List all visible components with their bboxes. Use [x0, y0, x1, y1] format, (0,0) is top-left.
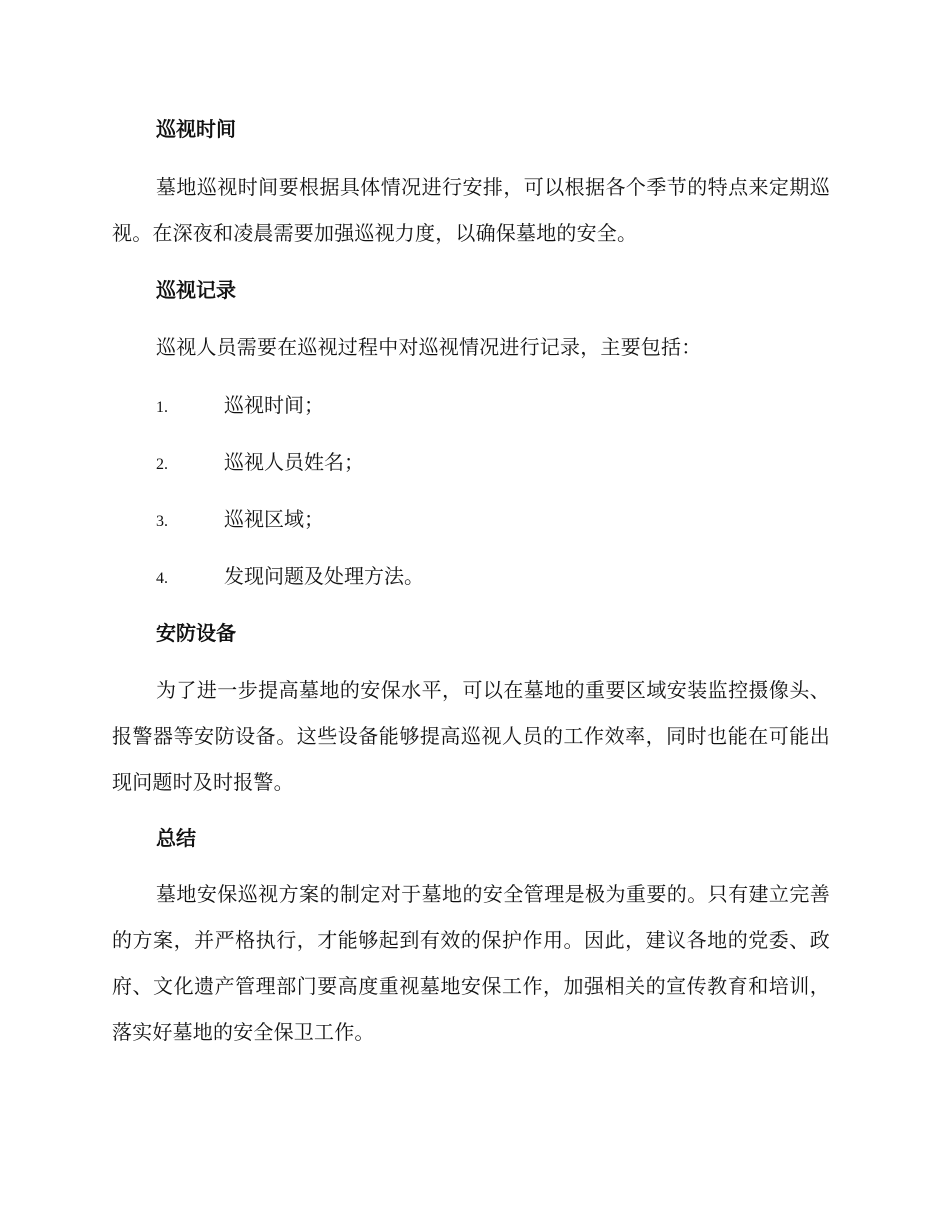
- list-number: 1.: [156, 399, 168, 416]
- section-paragraph-patrol-time: 墓地巡视时间要根据具体情况进行安排，可以根据各个季节的特点来定期巡视。在深夜和凌晨需要加强巡视力度，以确保墓地的安全。: [112, 175, 830, 245]
- section-heading-security-equipment: 安防设备: [156, 621, 236, 645]
- list-number: 4.: [156, 570, 168, 587]
- list-text: 巡视区域；: [224, 507, 324, 531]
- section-heading-patrol-time: 巡视时间: [156, 117, 236, 141]
- list-item: [156, 448, 364, 479]
- list-text: 巡视人员姓名；: [224, 450, 364, 474]
- list-item: [156, 505, 324, 536]
- list-number: 3.: [156, 513, 168, 530]
- list-text: 巡视时间；: [224, 393, 324, 417]
- section-heading-patrol-record: 巡视记录: [156, 278, 236, 302]
- list-text: 发现问题及处理方法。: [224, 564, 424, 588]
- section-paragraph-summary: 墓地安保巡视方案的制定对于墓地的安全管理是极为重要的。只有建立完善的方案，并严格执行，才能够起到有效的保护作用。因此，建议各地的党委、政府、文化遗产管理部门要高度重视墓地安保工作，加强相关的宣传教育和培训，落实好墓地的安全保卫工作。: [112, 882, 830, 1044]
- list-item: [156, 391, 324, 422]
- section-heading-summary: 总结: [156, 826, 196, 850]
- section-paragraph-security-equipment: 为了进一步提高墓地的安保水平，可以在墓地的重要区域安装监控摄像头、报警器等安防设备。这些设备能够提高巡视人员的工作效率，同时也能在可能出现问题时及时报警。: [112, 678, 830, 794]
- list-number: 2.: [156, 456, 168, 473]
- section-paragraph-patrol-record: 巡视人员需要在巡视过程中对巡视情况进行记录，主要包括：: [156, 335, 702, 359]
- list-item: [156, 562, 424, 593]
